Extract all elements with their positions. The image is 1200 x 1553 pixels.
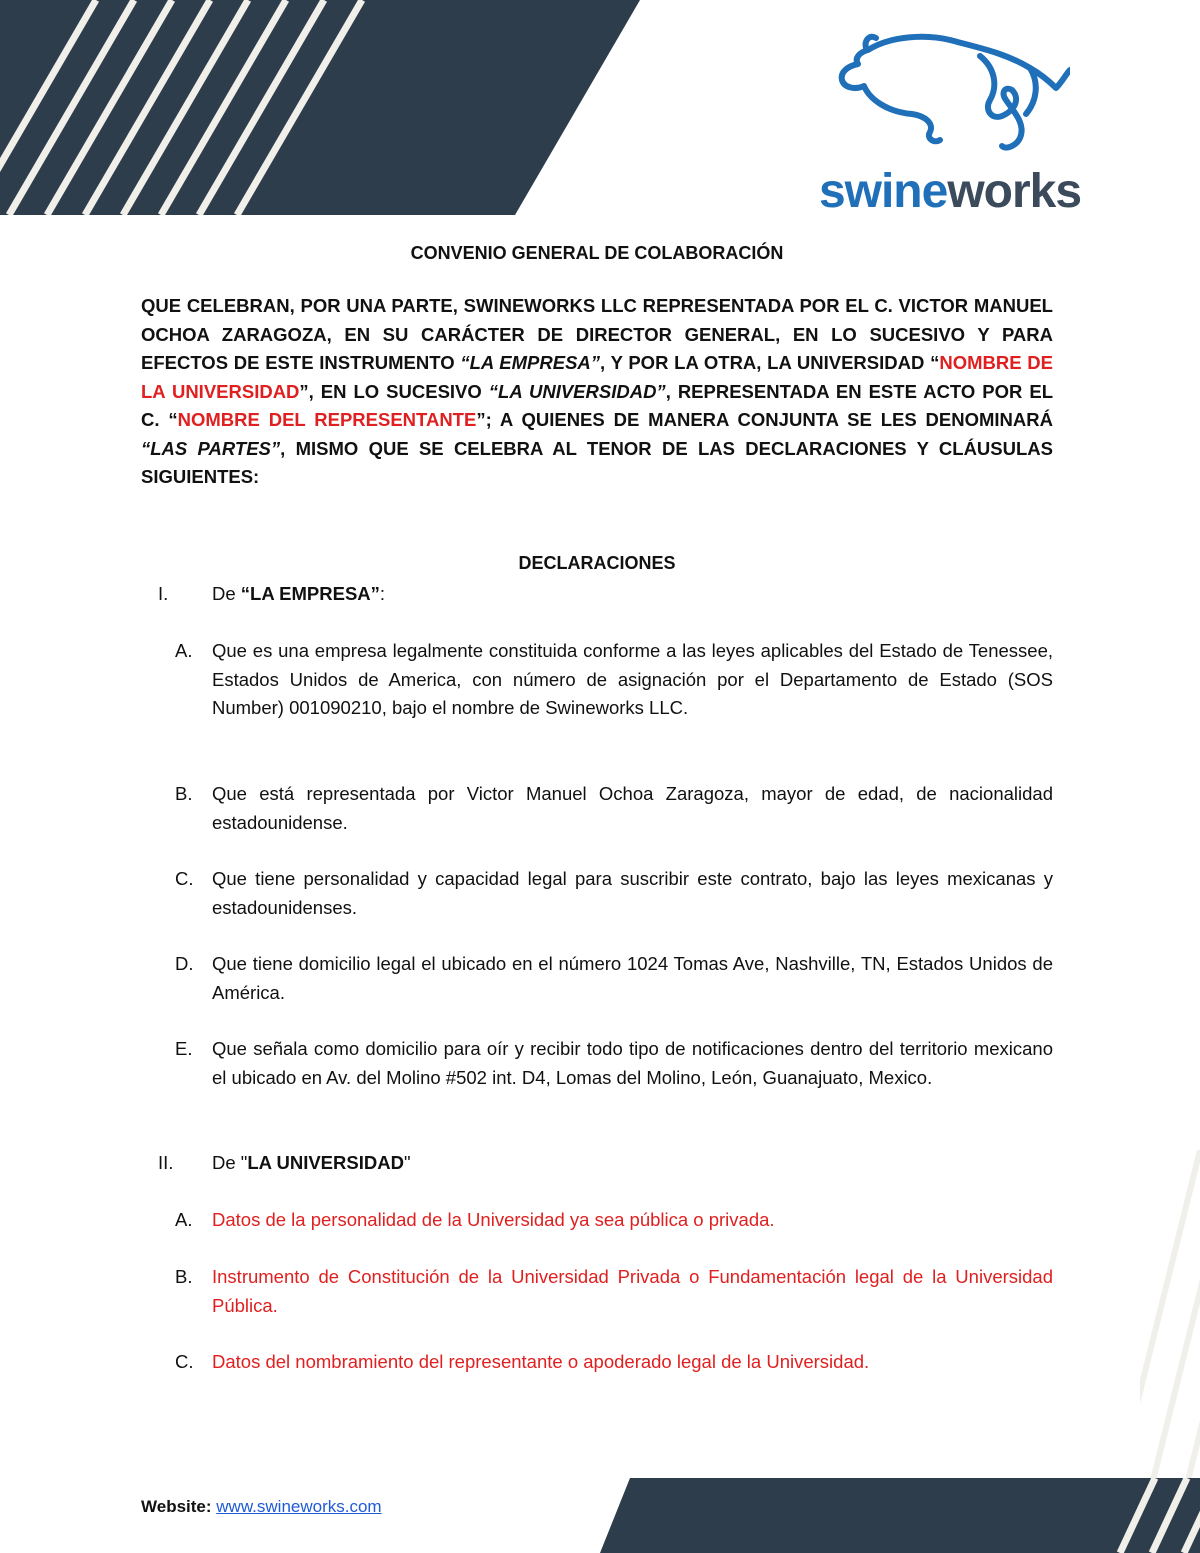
list-item-letter: B.: [175, 783, 193, 804]
list-item: [175, 950, 1053, 1007]
section-title-pre: De ": [212, 1152, 248, 1173]
placeholder-university-name: NOMBRE DE LA UNIVERSIDAD: [141, 352, 1053, 402]
list-item-letter: A.: [175, 640, 193, 661]
section-number: II.: [158, 1152, 174, 1173]
list-item-text: Que es una empresa legalmente constituida conforme a las leyes aplicables del Estado de Tenessee, Estados Unidos de America, con número de asignación por el Departamento de Estado (SOS Number) 001090210, bajo el nombre de Swineworks LLC.: [212, 640, 1053, 718]
list-item: [175, 1263, 1053, 1320]
list-item: [175, 780, 1053, 837]
list-item-text: Instrumento de Constitución de la Universidad Privada o Fundamentación legal de la Universidad Pública.: [212, 1266, 1053, 1316]
list-item-text: Que está representada por Victor Manuel Ochoa Zaragoza, mayor de edad, de nacionalidad estadounidense.: [212, 783, 1053, 833]
intro-text-6: , MISMO QUE SE CELEBRA AL TENOR DE LAS DECLARACIONES Y CLÁUSULAS SIGUIENTES:: [141, 437, 1053, 487]
section-title-name: “LA EMPRESA”: [240, 583, 380, 604]
declarations-heading: DECLARACIONES: [518, 553, 676, 573]
document-title: CONVENIO GENERAL DE COLABORACIÓN: [410, 243, 784, 263]
footer: [141, 1497, 382, 1517]
intro-text-4: , REPRESENTADA EN ESTE ACTO POR EL C. “: [141, 380, 1053, 430]
list-item-text: Que señala como domicilio para oír y recibir todo tipo de notificaciones dentro del territorio mexicano el ubicado en Av. del Molino #502 int. D4, Lomas del Molino, León, Guanajuato, Mexico.: [212, 1038, 1053, 1088]
brand-word-part1: swine: [818, 165, 948, 218]
intro-la-empresa: “LA EMPRESA”: [460, 352, 601, 373]
list-item-letter: A.: [175, 1209, 193, 1230]
section-title-post: ": [403, 1152, 411, 1173]
list-item-letter: C.: [175, 868, 194, 889]
list-item-text: Datos de la personalidad de la Universidad ya sea pública o privada.: [212, 1209, 775, 1230]
list-item: [175, 1348, 1053, 1377]
section-number: I.: [158, 583, 169, 604]
placeholder-representative-name: NOMBRE DEL REPRESENTANTE: [177, 409, 477, 430]
intro-la-universidad: “LA UNIVERSIDAD”: [488, 380, 666, 402]
intro-text-2: , Y POR LA OTRA, LA UNIVERSIDAD “: [600, 352, 940, 373]
list-item-letter: C.: [175, 1351, 194, 1372]
intro-paragraph: [141, 292, 1053, 492]
section-title: [212, 1149, 411, 1177]
pig-icon: [830, 28, 1070, 158]
footer-website-label: Website:: [141, 1497, 212, 1516]
brand-wordmark: [800, 164, 1100, 220]
list-item: [175, 865, 1053, 922]
list-item-text: Que tiene personalidad y capacidad legal para suscribir este contrato, bajo las leyes mexicanas y estadounidenses.: [212, 868, 1053, 918]
footer-decorative-band: [600, 1478, 1200, 1553]
section-title: [212, 580, 385, 608]
brand-word-part2: works: [947, 165, 1082, 218]
brand-logo: [800, 28, 1100, 218]
list-item-letter: B.: [175, 1266, 193, 1287]
section-title-post: :: [379, 583, 386, 604]
intro-las-partes: “LAS PARTES”: [141, 437, 281, 459]
section-title-name: LA UNIVERSIDAD: [247, 1152, 404, 1173]
section-title-pre: De: [212, 583, 241, 604]
intro-text-3: ”, EN LO SUCESIVO: [299, 380, 489, 402]
intro-text-5: ”; A QUIENES DE MANERA CONJUNTA SE LES DENOMINARÁ: [476, 409, 1053, 430]
intro-text-1: QUE CELEBRAN, POR UNA PARTE, SWINEWORKS LLC REPRESENTADA POR EL C. VICTOR MANUEL OCHOA ZARAGOZA, EN SU CARÁCTER DE DIRECTOR GENERAL, EN LO SUCESIVO Y PARA EFECTOS DE ESTE INSTRUMENTO: [141, 295, 1053, 373]
list-item: [175, 1035, 1053, 1092]
list-item: [175, 1206, 1053, 1235]
footer-website-link[interactable]: www.swineworks.com: [216, 1497, 382, 1516]
list-item: [175, 637, 1053, 723]
list-item-letter: D.: [175, 953, 194, 974]
list-item-text: Que tiene domicilio legal el ubicado en el número 1024 Tomas Ave, Nashville, TN, Estados Unidos de América.: [212, 953, 1053, 1003]
list-item-letter: E.: [175, 1038, 193, 1059]
list-item-text: Datos del nombramiento del representante o apoderado legal de la Universidad.: [212, 1351, 870, 1372]
